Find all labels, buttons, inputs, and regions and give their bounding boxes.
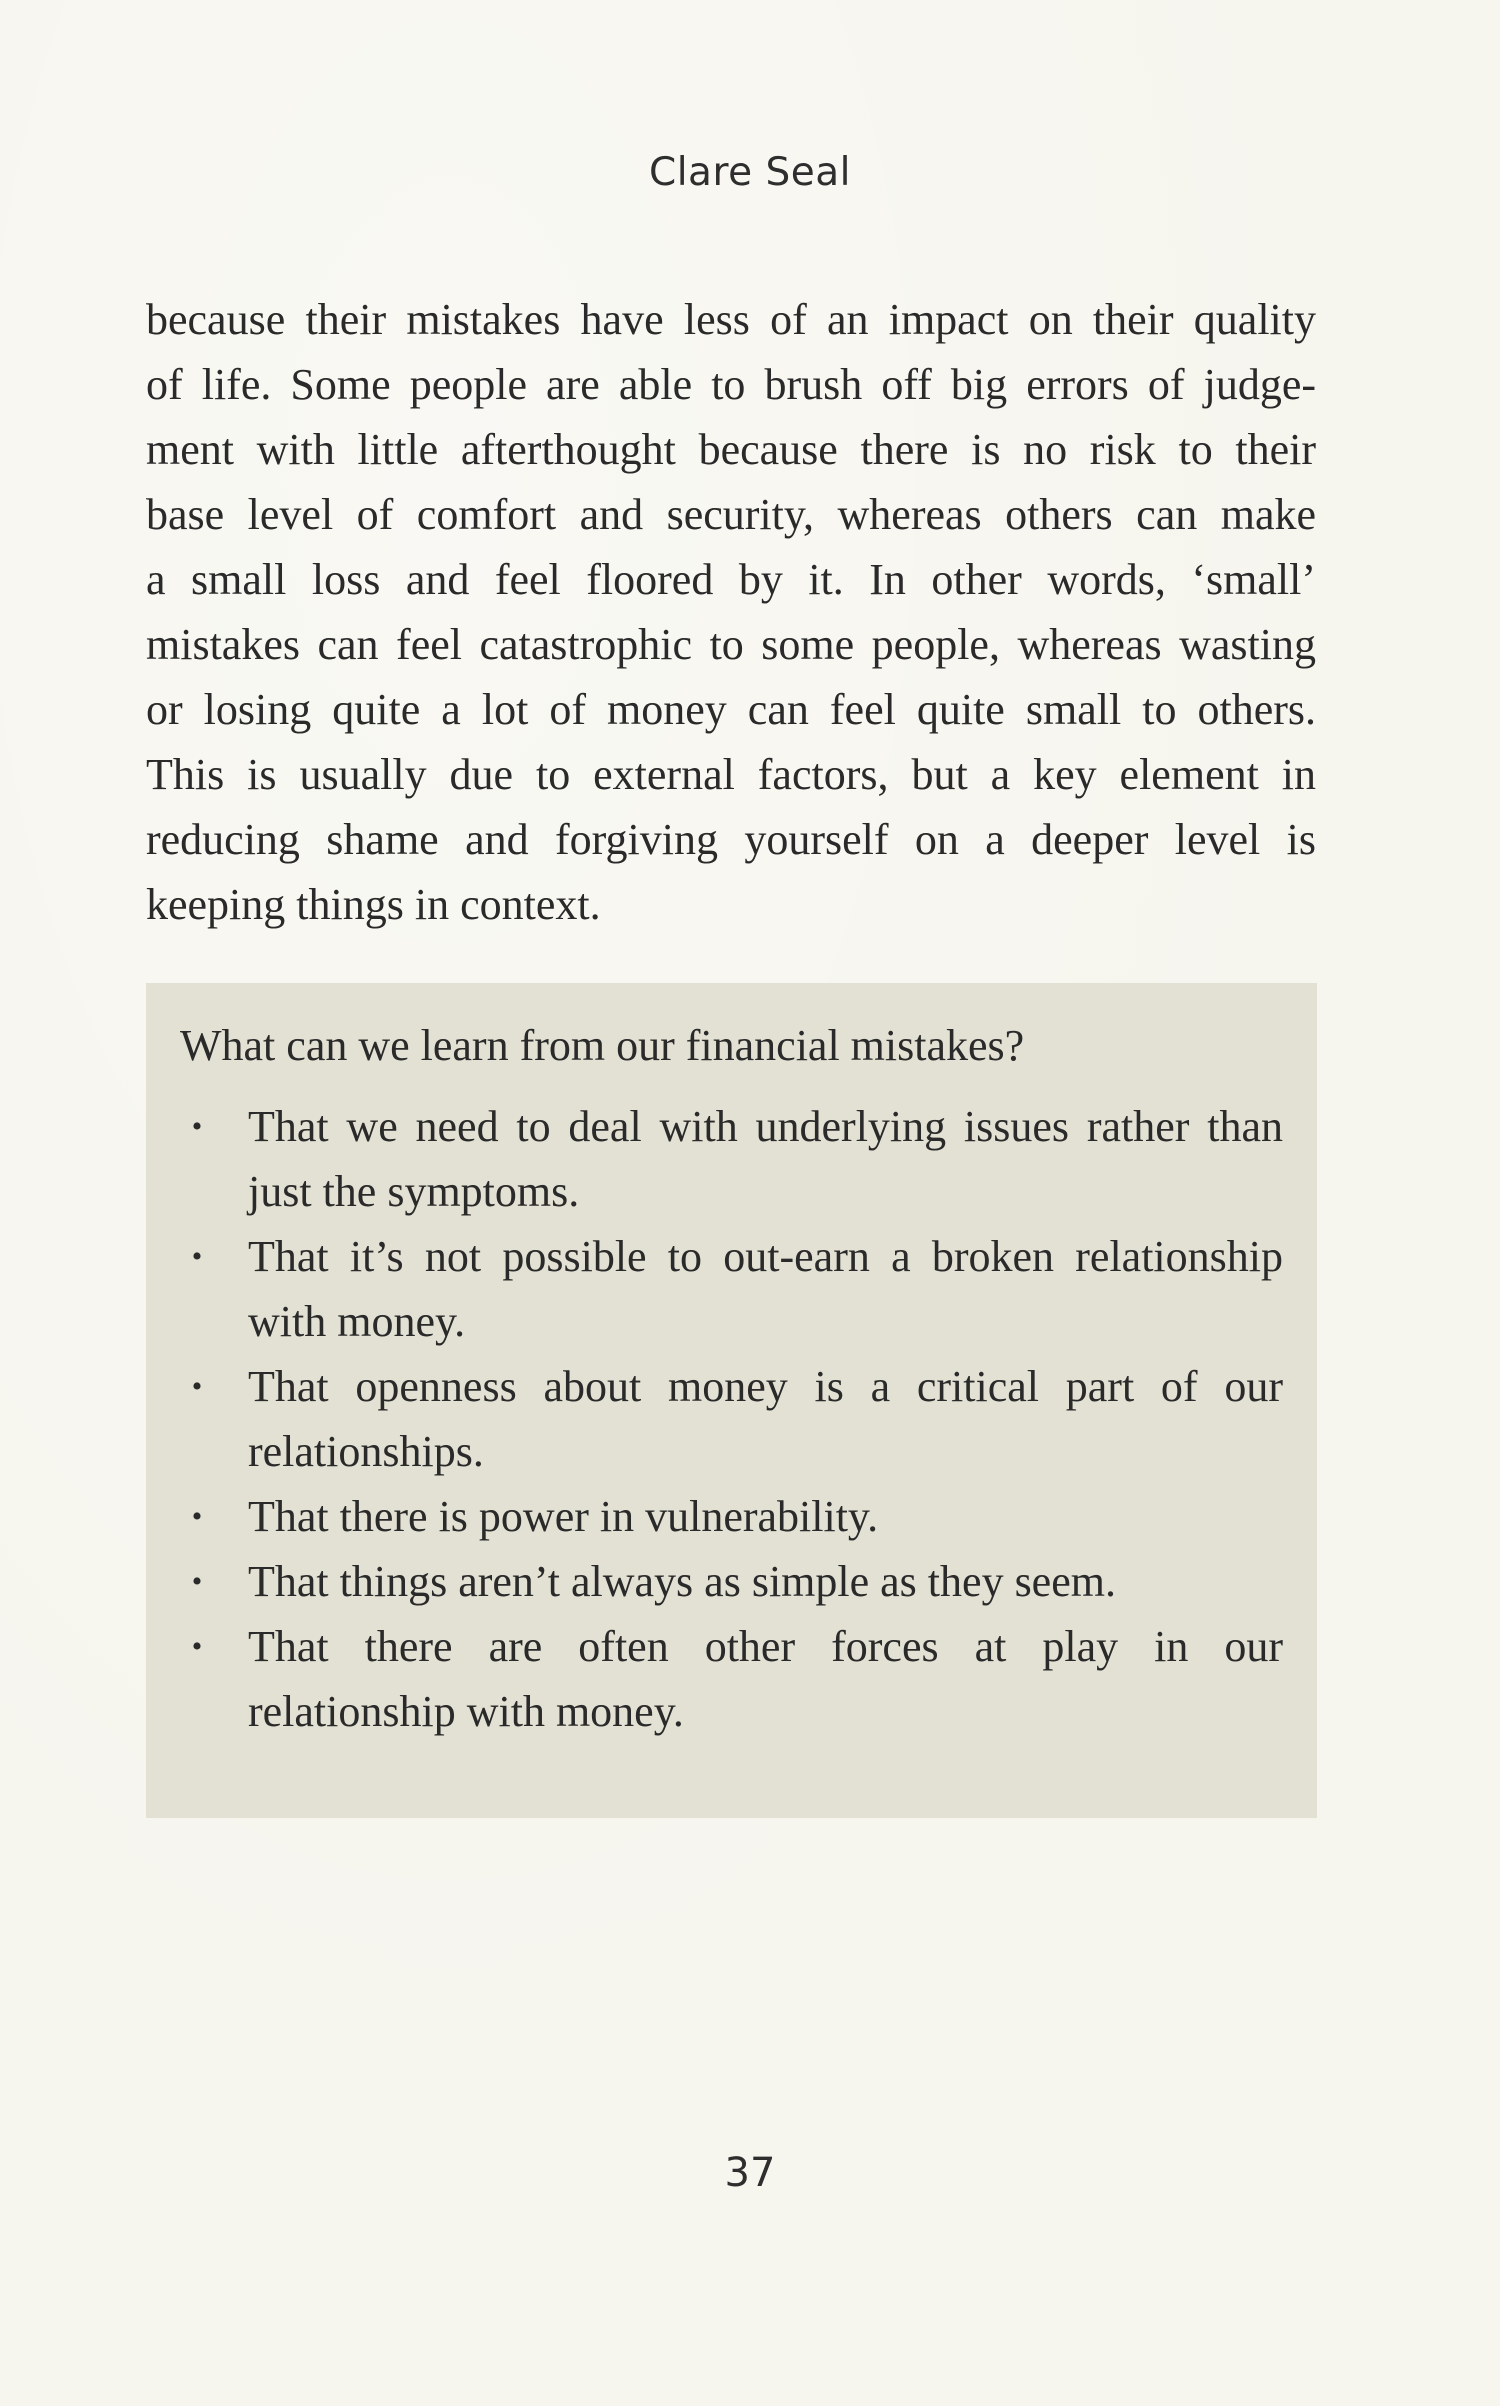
bullet-icon: • [191, 1370, 203, 1403]
callout-title: What can we learn from our financial mistakes? [180, 1021, 1025, 1070]
list-item [180, 1484, 1283, 1549]
running-head: Clare Seal [648, 150, 852, 195]
list-item-line: relationship with money. [248, 1687, 684, 1736]
callout-list [180, 1094, 1283, 1744]
list-item [180, 1224, 1283, 1354]
body-line: of life. Some people are able to brush off big errors of judge- [146, 360, 1316, 409]
body-line: because their mistakes have less of an impact on their quality [146, 295, 1316, 344]
list-item-line: That it’s not possible to out-earn a broken relationship [248, 1232, 1283, 1281]
body-line: a small loss and feel floored by it. In other words, ‘small’ [146, 555, 1316, 604]
list-item-line: That openness about money is a critical part of our [248, 1362, 1283, 1411]
bullet-icon: • [191, 1630, 203, 1663]
list-item [180, 1094, 1283, 1224]
body-line: mistakes can feel catastrophic to some people, whereas wasting [146, 620, 1316, 669]
list-item-line: with money. [248, 1297, 466, 1346]
body-line: base level of comfort and security, whereas others can make [146, 490, 1316, 539]
body-line: This is usually due to external factors, but a key element in [146, 750, 1316, 799]
list-item [180, 1549, 1283, 1614]
body-paragraph [146, 287, 1316, 937]
body-line: keeping things in context. [146, 880, 601, 929]
body-line: reducing shame and forgiving yourself on a deeper level is [146, 815, 1316, 864]
list-item-line: That there are often other forces at play in our [248, 1622, 1283, 1671]
list-item-line: just the symptoms. [248, 1167, 580, 1216]
list-item [180, 1614, 1283, 1744]
callout-box [146, 983, 1317, 1818]
list-item-line: That we need to deal with underlying issues rather than [248, 1102, 1283, 1151]
body-line: or losing quite a lot of money can feel quite small to others. [146, 685, 1316, 734]
list-item-line: That things aren’t always as simple as they seem. [248, 1557, 1116, 1606]
list-item-line: relationships. [248, 1427, 484, 1476]
bullet-icon: • [191, 1110, 203, 1143]
body-line: ment with little afterthought because there is no risk to their [146, 425, 1316, 474]
bullet-icon: • [191, 1240, 203, 1273]
list-item-line: That there is power in vulnerability. [248, 1492, 879, 1541]
bullet-icon: • [191, 1500, 203, 1533]
page-number: 37 [724, 2150, 776, 2196]
bullet-icon: • [191, 1565, 203, 1598]
list-item [180, 1354, 1283, 1484]
